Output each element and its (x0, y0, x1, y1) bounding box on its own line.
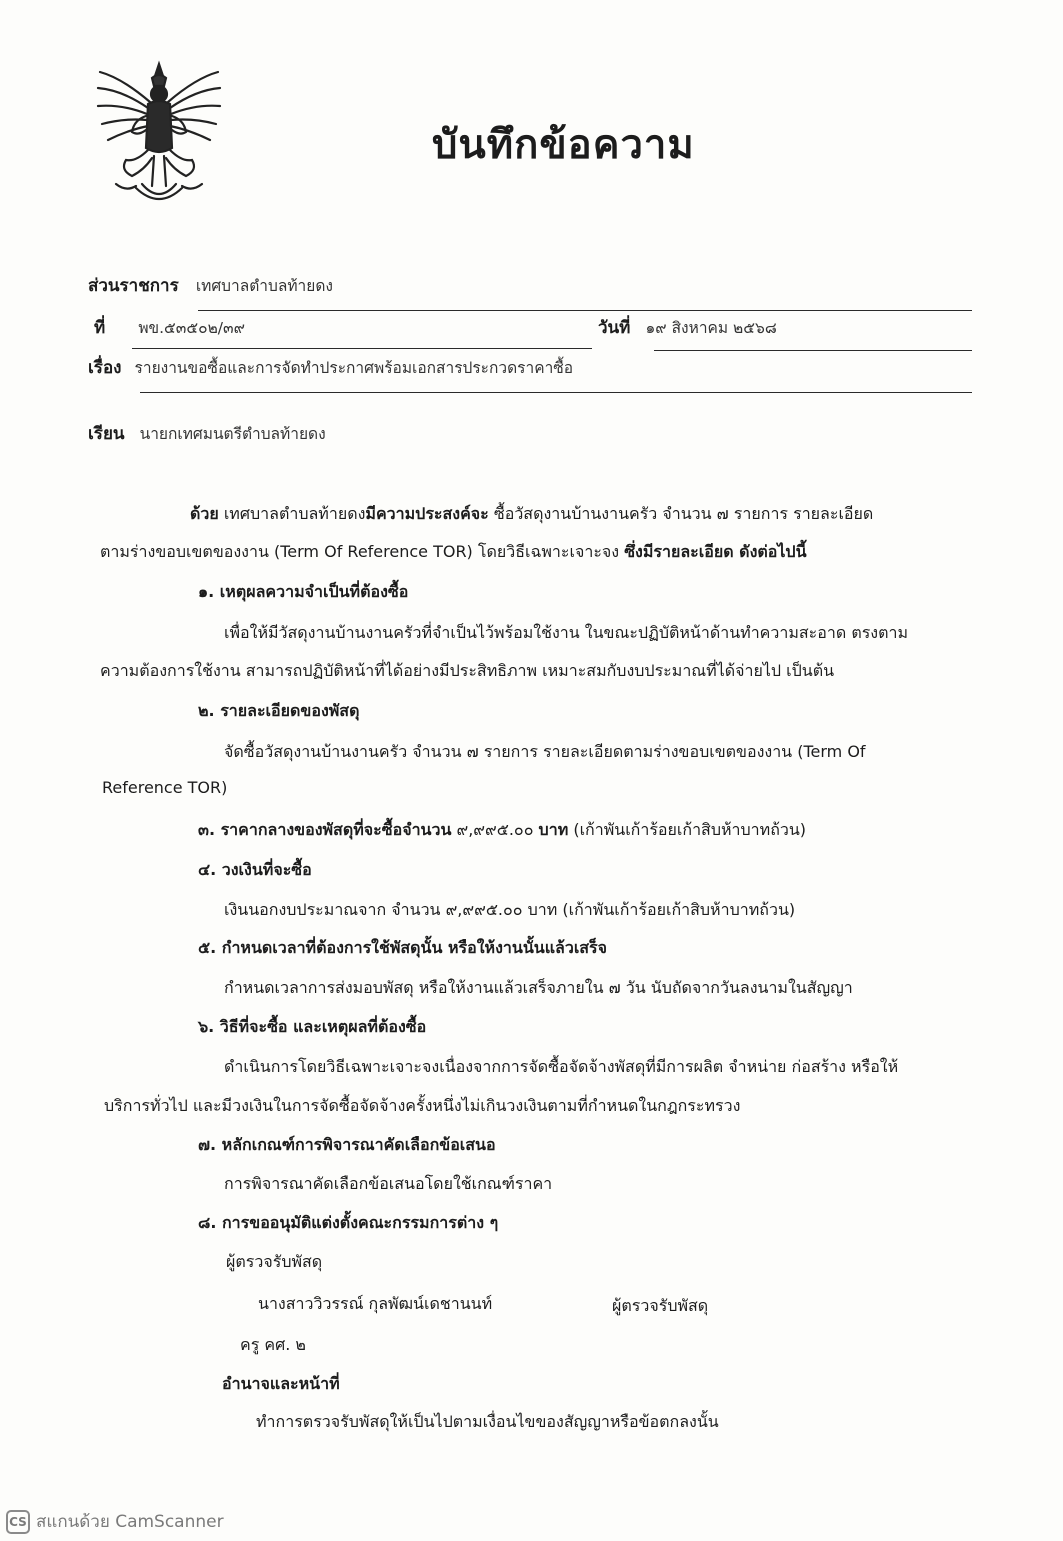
reference-underline (132, 348, 592, 349)
page-title: บันทึกข้อความ (432, 122, 695, 168)
agency-label: ส่วนราชการ (88, 276, 179, 296)
reference-row (94, 314, 245, 341)
date-underline (654, 350, 972, 351)
intro-text: ด้วย (190, 504, 219, 523)
camscanner-watermark (6, 1508, 224, 1535)
date-label: วันที่ (598, 318, 631, 338)
intro-text: ซึ่งมีรายละเอียด ดังต่อไปนี้ (624, 542, 807, 561)
intro-text: เทศบาลตำบลท้ายดง (218, 504, 366, 523)
section-1-heading: ๑. เหตุผลความจำเป็นที่ต้องซื้อ (198, 582, 409, 601)
section-8-heading: ๘. การขออนุมัติแต่งตั้งคณะกรรมการต่าง ๆ (198, 1213, 499, 1232)
camscanner-logo-icon: CS (6, 1510, 30, 1534)
date-row (598, 314, 777, 341)
section-4-line-1: เงินนอกงบประมาณจาก จำนวน ๙,๙๙๕.๐๐ บาท (เก้าพันเก้าร้อยเก้าสิบห้าบาทถ้วน) (224, 900, 796, 919)
to-label: เรียน (88, 424, 125, 444)
intro-text: มีความประสงค์จะ (365, 504, 489, 523)
section-2-line-2: Reference TOR) (102, 778, 228, 797)
section-2-heading: ๒. รายละเอียดของพัสดุ (198, 701, 360, 720)
duty-text: ทำการตรวจรับพัสดุให้เป็นไปตามเงื่อนไขของสัญญาหรือข้อตกลงนั้น (256, 1412, 719, 1431)
section-5-heading: ๕. กำหนดเวลาที่ต้องการใช้พัสดุนั้น หรือให้งานนั้นแล้วเสร็จ (198, 938, 608, 957)
section-3-text: ๙,๙๙๕.๐๐ (451, 820, 539, 839)
section-6-heading: ๖. วิธีที่จะซื้อ และเหตุผลที่ต้องซื้อ (198, 1017, 427, 1036)
subject-value: รายงานขอซื้อและการจัดทำประกาศพร้อมเอกสารประกวดราคาซื้อ (134, 359, 574, 377)
section-6-line-1: ดำเนินการโดยวิธีเฉพาะเจาะจงเนื่องจากการจัดซื้อจัดจ้างพัสดุที่มีการผลิต จำหน่าย ก่อสร้าง หรือให้ (224, 1057, 899, 1076)
section-8-subheading: ผู้ตรวจรับพัสดุ (226, 1252, 323, 1271)
committee-member-name: นางสาววิวรรณ์ กุลพัฒน์เดชานนท์ (258, 1294, 493, 1313)
intro-text: ซื้อวัสดุงานบ้านงานครัว จำนวน ๗ รายการ รายละเอียด (488, 504, 874, 523)
duty-heading: อำนาจและหน้าที่ (222, 1374, 340, 1393)
section-3-text: (เก้าพันเก้าร้อยเก้าสิบห้าบาทถ้วน) (568, 820, 807, 839)
subject-label: เรื่อง (88, 358, 122, 378)
agency-underline (198, 310, 972, 311)
intro-text: ตามร่างขอบเขตของงาน (Term Of Reference TOR) โดยวิธีเฉพาะเจาะจง (100, 542, 625, 561)
section-6-line-2: บริการทั่วไป และมีวงเงินในการจัดซื้อจัดจ้างครั้งหนึ่งไม่เกินวงเงินตามที่กำหนดในกฎกระทรวง (104, 1096, 741, 1115)
camscanner-text: สแกนด้วย CamScanner (36, 1512, 224, 1532)
intro-line-2 (100, 540, 807, 565)
garuda-emblem (92, 58, 226, 208)
section-1-line-1: เพื่อให้มีวัสดุงานบ้านงานครัวที่จำเป็นไว้พร้อมใช้งาน ในขณะปฏิบัติหน้าด้านทำความสะอาด ตรงตาม (224, 623, 909, 642)
section-3-text: บาท (538, 820, 569, 839)
section-3-text: ๓. ราคากลางของพัสดุที่จะซื้อจำนวน (198, 820, 452, 839)
committee-member-role: ผู้ตรวจรับพัสดุ (612, 1296, 709, 1315)
agency-row (88, 272, 333, 299)
section-2-line-1: จัดซื้อวัสดุงานบ้านงานครัว จำนวน ๗ รายการ รายละเอียดตามร่างขอบเขตของงาน (Term Of (224, 742, 866, 761)
committee-member-position: ครู คศ. ๒ (240, 1335, 306, 1354)
subject-row (88, 354, 573, 381)
reference-value: พข.๕๓๕๐๒/๓๙ (138, 319, 245, 337)
section-7-line-1: การพิจารณาคัดเลือกข้อเสนอโดยใช้เกณฑ์ราคา (224, 1174, 553, 1193)
reference-label: ที่ (94, 318, 106, 338)
subject-underline (140, 392, 972, 393)
to-row (88, 420, 326, 447)
agency-value: เทศบาลตำบลท้ายดง (195, 277, 333, 295)
section-1-line-2: ความต้องการใช้งาน สามารถปฏิบัติหน้าที่ได้อย่างมีประสิทธิภาพ เหมาะสมกับงบประมาณที่ได้จ่ายไป เป็นต้น (100, 661, 835, 680)
section-3-heading (198, 818, 806, 843)
section-7-heading: ๗. หลักเกณฑ์การพิจารณาคัดเลือกข้อเสนอ (198, 1135, 496, 1154)
section-5-line-1: กำหนดเวลาการส่งมอบพัสดุ หรือให้งานแล้วเสร็จภายใน ๗ วัน นับถัดจากวันลงนามในสัญญา (224, 978, 853, 997)
intro-line-1 (190, 502, 873, 527)
section-4-heading: ๔. วงเงินที่จะซื้อ (198, 860, 312, 879)
date-value: ๑๙ สิงหาคม ๒๕๖๘ (645, 319, 777, 337)
to-value: นายกเทศมนตรีตำบลท้ายดง (139, 425, 326, 443)
